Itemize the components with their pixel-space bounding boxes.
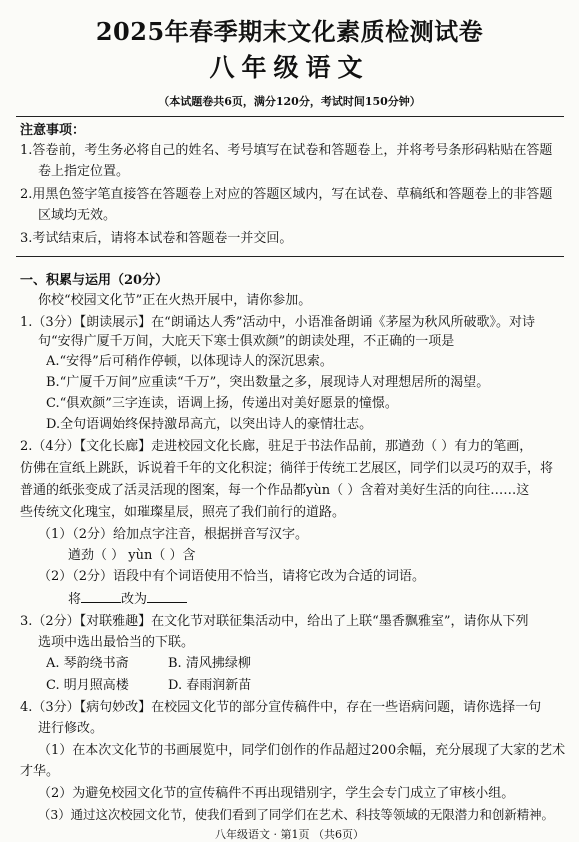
fill-middle: 改为 xyxy=(121,592,148,607)
exam-subject: 八年级语文 xyxy=(209,53,370,82)
page-footer: 八年级语文 · 第1页 （共6页） xyxy=(215,828,364,841)
question-4-stem: 4.（3分）【病句妙改】在校园文化节的部分宣传稿件中，存在一些语病问题，请你选择一句 xyxy=(20,700,542,715)
question-4-sentence-1: （1）在本次文化节的书画展览中，同学们创作的作品超过200余幅，充分展现了大家的艺术 xyxy=(38,743,566,758)
header-rule xyxy=(16,116,564,117)
notice-line: 1.答卷前，考生务必将自己的姓名、考号填写在试卷和答题卷上，并将考号条形码粘贴在答题 xyxy=(20,143,553,158)
question-2-sub-1-fill: 遒劲（ ） yùn（ ）含 xyxy=(68,548,196,563)
section-heading: 一、积累与运用（20分） xyxy=(20,273,169,288)
notice-line: 3.考试结束后，请将本试卷和答题卷一并交回。 xyxy=(20,231,293,246)
question-4-sentence-2: （2）为避免校园文化节的宣传稿件不再出现错别字，学生会专门成立了审核小组。 xyxy=(38,786,515,801)
question-1-option-d: D.全句语调始终保持激昂高亢，以突出诗人的豪情壮志。 xyxy=(46,417,373,432)
notice-line: 2.用黑色签字笔直接答在答题卷上对应的答题区域内，写在试卷、草稿纸和答题卷上的非答题 xyxy=(20,187,553,202)
notice-heading: 注意事项： xyxy=(20,123,86,138)
question-3-option-d: D. 春雨润新苗 xyxy=(168,678,252,693)
question-2-stem: 普通的纸张变成了活灵活现的图案，每一个作品都yùn（ ）含着对美好生活的向往……这 xyxy=(20,483,530,498)
question-3-option-c: C. 明月照高楼 xyxy=(46,678,129,693)
question-2-stem: 些传统文化瑰宝，如璀璨星辰，照亮了我们前行的道路。 xyxy=(20,505,346,520)
fill-prefix: 将 xyxy=(68,592,82,607)
question-2-sub-2-fill xyxy=(68,590,566,609)
question-3-stem: 3.（2分）【对联雅趣】在文化节对联征集活动中，给出了上联“墨香飘雅室”，请你从下列 xyxy=(20,614,529,629)
question-4-stem: 进行修改。 xyxy=(38,721,104,736)
question-2-stem: 2.（4分）【文化长廊】走进校园文化长廊，驻足于书法作品前，那遒劲（ ）有力的笔画， xyxy=(20,439,533,454)
question-1-option-c: C.“俱欢颜”三字连读，语调上扬，传递出对美好愿景的憧憬。 xyxy=(46,396,398,411)
question-2-sub-2: （2）（2分）语段中有个词语使用不恰当，请将它改为合适的词语。 xyxy=(38,569,426,584)
answer-blank[interactable] xyxy=(81,590,121,603)
question-3-option-a: A. 琴韵绕书斋 xyxy=(46,656,129,671)
section-intro: 你校“校园文化节”正在火热开展中，请你参加。 xyxy=(38,293,312,308)
notice-line: 卷上指定位置。 xyxy=(38,164,130,179)
question-1-stem: 1.（3分）【朗读展示】在“朗诵达人秀”活动中，小语准备朗诵《茅屋为秋风所破歌》。对诗 xyxy=(20,315,535,330)
question-1-option-a: A.“安得”后可稍作停顿，以体现诗人的深沉思索。 xyxy=(46,354,333,369)
question-1-option-b: B.“广厦千万间”应重读“千万”，突出数量之多，展现诗人对理想居所的渴望。 xyxy=(46,375,490,390)
exam-title: 2025年春季期末文化素质检测试卷 xyxy=(95,17,484,46)
question-4-sentence-1: 才华。 xyxy=(20,764,60,779)
question-3-stem: 选项中选出最恰当的下联。 xyxy=(38,635,195,650)
question-4-sentence-3: （3）通过这次校园文化节，使我们看到了同学们在艺术、科技等领域的无限潜力和创新精神。 xyxy=(38,807,554,822)
answer-blank[interactable] xyxy=(147,590,187,603)
notice-rule xyxy=(16,256,564,257)
question-2-stem: 仿佛在宣纸上跳跃，诉说着千年的文化积淀；徜徉于传统工艺展区，同学们以灵巧的双手，将 xyxy=(20,461,554,476)
question-3-option-b: B. 清风拂绿柳 xyxy=(168,656,251,671)
notice-line: 区域均无效。 xyxy=(38,208,117,223)
question-1-stem: 句“安得广厦千万间，大庇天下寒士俱欢颜”的朗读处理，不正确的一项是 xyxy=(38,334,455,349)
exam-info: （本试题卷共6页，满分120分，考试时间150分钟） xyxy=(158,95,421,108)
question-2-sub-1: （1）（2分）给加点字注音，根据拼音写汉字。 xyxy=(38,527,309,542)
